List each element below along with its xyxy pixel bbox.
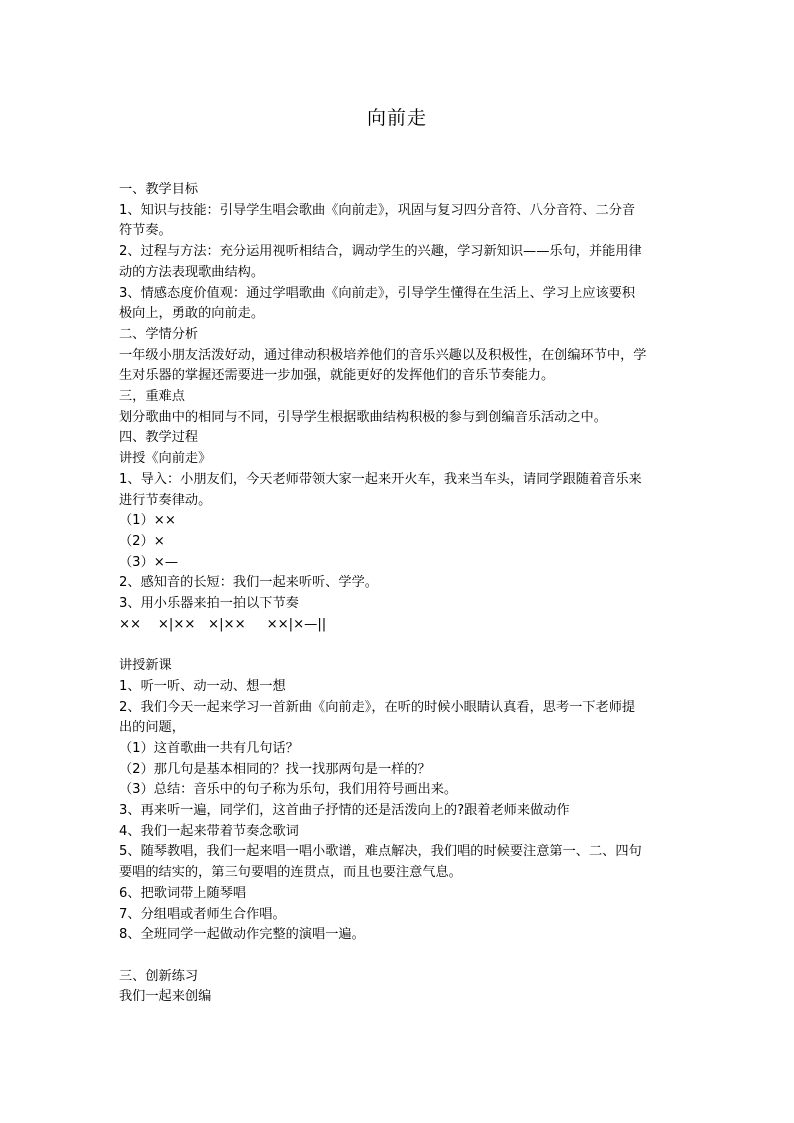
text-line: 三，重难点 bbox=[119, 389, 185, 405]
text-line: （1）×× bbox=[119, 513, 176, 529]
text-line: 6、把歌词带上随琴唱 bbox=[119, 885, 247, 901]
text-line: 进行节奏律动。 bbox=[119, 492, 212, 508]
text-line: 二、学情分析 bbox=[119, 326, 199, 342]
text-line: ×× ×|×× ×|×× ××|×—|| bbox=[119, 616, 327, 632]
text-line: 2、我们今天一起来学习一首新曲《向前走》，在听的时候小眼睛认真看，思考一下老师提 bbox=[119, 699, 636, 715]
text-line: 2、感知音的长短：我们一起来听听、学学。 bbox=[119, 575, 378, 591]
text-line: 1、听一听、动一动、想一想 bbox=[119, 678, 286, 694]
text-line: 讲授《向前走》 bbox=[119, 451, 212, 467]
text-line: 三、创新练习 bbox=[119, 968, 199, 984]
text-line: 极向上，勇敢的向前走。 bbox=[119, 306, 265, 322]
blank-line bbox=[119, 946, 679, 967]
text-line: 3、用小乐器来拍一拍以下节奏 bbox=[119, 596, 299, 612]
text-line: 符节奏。 bbox=[119, 223, 172, 239]
text-line: 1、知识与技能：引导学生唱会歌曲《向前走》，巩固与复习四分音符、八分音符、二分音 bbox=[119, 202, 636, 218]
blank-line bbox=[119, 635, 679, 656]
text-line: （1）这首歌曲一共有几句话？ bbox=[119, 740, 299, 756]
text-line: 一、教学目标 bbox=[119, 182, 199, 197]
text-line: （3）总结：音乐中的句子称为乐句，我们用符号画出来。 bbox=[119, 782, 458, 798]
text-line: 3、再来听一遍，同学们，这首曲子抒情的还是活泼向上的?跟着老师来做动作 bbox=[119, 803, 570, 819]
text-line: 我们一起来创编 bbox=[119, 989, 212, 1005]
text-line: 四、教学过程 bbox=[119, 430, 199, 446]
text-line: 讲授新课 bbox=[119, 658, 172, 674]
text-line: 8、全班同学一起做动作完整的演唱一遍。 bbox=[119, 927, 365, 943]
document-title: 向前走 bbox=[366, 107, 427, 129]
text-line: 划分歌曲中的相同与不同，引导学生根据歌曲结构积极的参与到创编音乐活动之中。 bbox=[119, 409, 607, 425]
text-line: 1、导入：小朋友们，今天老师带领大家一起来开火车，我来当车头，请同学跟随着音乐来 bbox=[119, 471, 642, 487]
text-line: 一年级小朋友活泼好动，通过律动积极培养他们的音乐兴趣以及积极性，在创编环节中，学 bbox=[119, 347, 647, 363]
text-line: 7、分组唱或者师生合作唱。 bbox=[119, 906, 286, 922]
text-line: （2）× bbox=[119, 533, 165, 549]
text-line: 生对乐器的掌握还需要进一步加强，就能更好的发挥他们的音乐节奏能力。 bbox=[119, 368, 555, 384]
text-line: 5、随琴教唱，我们一起来唱一唱小歌谱，难点解决，我们唱的时候要注意第一、二、四句 bbox=[119, 844, 642, 860]
text-line: 动的方法表现歌曲结构。 bbox=[119, 264, 265, 280]
text-line: 4、我们一起来带着节奏念歌词 bbox=[119, 823, 299, 839]
text-line: （3）×— bbox=[119, 554, 179, 570]
text-line: 出的问题， bbox=[119, 720, 185, 736]
text-line: 3、情感态度价值观：通过学唱歌曲《向前走》，引导学生懂得在生活上、学习上应该要积 bbox=[119, 285, 636, 301]
text-line: 要唱的结实的，第三句要唱的连贯点，而且也要注意气息。 bbox=[119, 865, 462, 881]
text-line: （2）那几句是基本相同的？找一找那两句是一样的？ bbox=[119, 761, 431, 777]
text-line: 2、过程与方法：充分运用视听相结合，调动学生的兴趣，学习新知识——乐句，并能用律 bbox=[119, 244, 642, 260]
document-body bbox=[119, 180, 679, 1008]
